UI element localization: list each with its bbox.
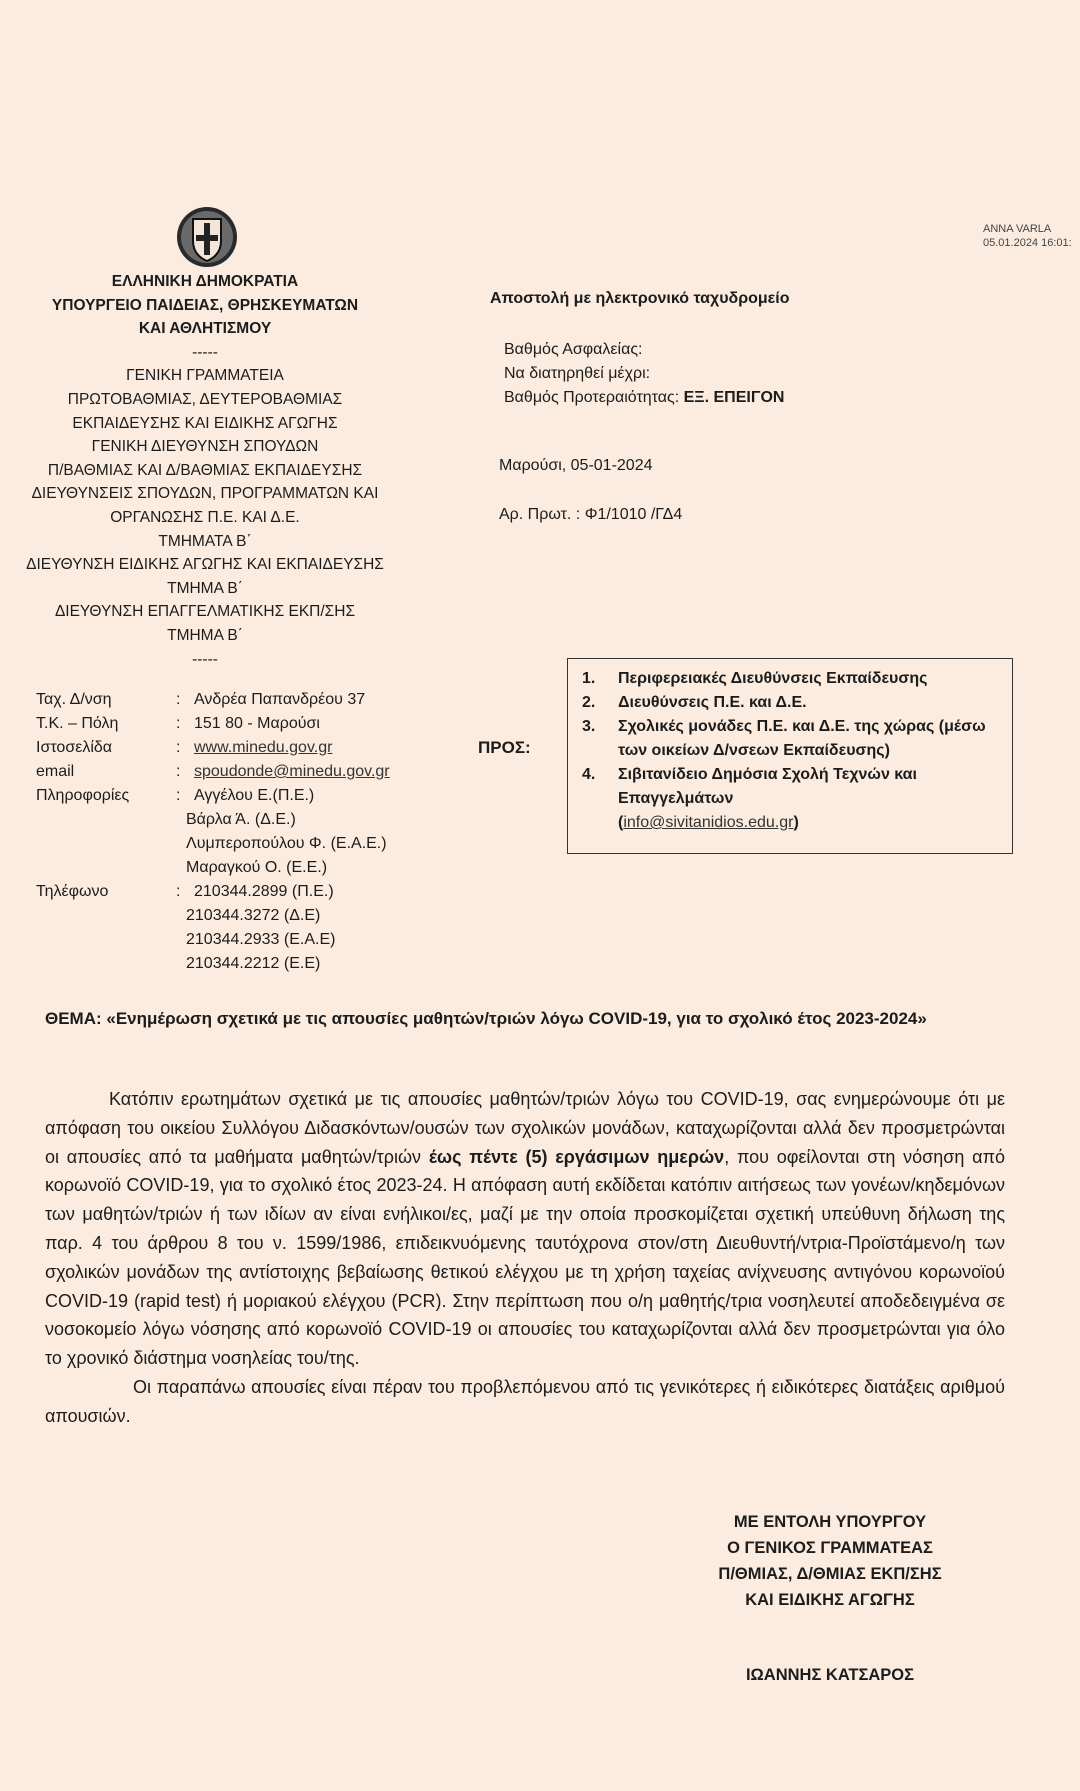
issuer-line: ΟΡΓΑΝΩΣΗΣ Π.Ε. ΚΑΙ Δ.Ε.	[110, 508, 300, 526]
body-text: Κατόπιν ερωτημάτων σχετικά με τις απουσίες μαθητών/τριών λόγω του COVID-19, σας ενημερώνουμε ότι με απόφαση του οικείου Συλλόγου Διδασκόντων/ουσών των σχολικών μονάδων, καταχωρίζονται αλλά δεν προσμετρώνται οι απουσίες από τα μαθήματα μαθητών/τριών	[45, 1089, 1005, 1167]
contact-row-info	[36, 784, 390, 808]
signer-name: ΙΩΑΝΝΗΣ ΚΑΤΣΑΡΟΣ	[745, 1666, 915, 1684]
recipient-item	[582, 763, 1002, 835]
recipient-text: Σιβιτανίδειο Δημόσια Σχολή Τεχνών και Επαγγελμάτων	[618, 766, 917, 807]
closing-line: ΜΕ ΕΝΤΟΛΗ ΥΠΟΥΡΓΟΥ	[733, 1513, 927, 1531]
issuer-line: ΔΙΕΥΘΥΝΣΕΙΣ ΣΠΟΥΔΩΝ, ΠΡΟΓΡΑΜΜΑΤΩΝ ΚΑΙ	[31, 485, 379, 503]
body-text: , που οφείλονται στη νόσηση από κορωνοϊό COVID-19, για το σχολικό έτος 2023-24. Η απόφαση αυτή εκδίδεται κατόπιν αιτήσεως των γονέων/κηδεμόνων των μαθητών/τριών ή των ιδίων αν είναι ενήλικοι/ες, μαζί με την οποία προσκομίζεται σχετική υπεύθυνη δήλωση της παρ. 4 του άρθρου 8 του ν. 1599/1986, επιδεικνυόμενης ταυτόχρονα στον/στη Διευθυντή/ντρια-Προϊστάμενο/η των σχολικών μονάδων της αντίστοιχης βεβαίωσης θετικού ελέγχου με τη χρήση ταχείας ανίχνευσης αντιγόνου κορωνοϊού COVID-19 (rapid test) ή μοριακού ελέγχου (PCR). Στην περίπτωση που ο/η μαθητής/τρια νοσηλευτεί αποδεδειγμένα σε νοσοκομείο λόγω νόσησης από κορωνοϊό COVID-19 οι απουσίες του καταχωρίζονται αλλά δεν προσμετρώνται για όλο το χρονικό διάστημα νοσηλείας του/της.	[45, 1146, 1006, 1369]
letter-body	[45, 1085, 1005, 1431]
phone-value: 210344.2933 (Ε.Α.Ε)	[186, 931, 336, 948]
phone-value: 210344.3272 (Δ.Ε)	[186, 907, 321, 924]
priority-line	[504, 386, 784, 410]
recipient-text: Περιφερειακές Διευθύνσεις Εκπαίδευσης	[618, 670, 928, 687]
open-paren: (	[618, 814, 624, 831]
issuer-line: -----	[192, 343, 218, 361]
city-value: 151 80 - Μαρούσι	[194, 715, 320, 732]
contact-row-email	[36, 760, 390, 784]
closing-line: Π/ΘΜΙΑΣ, Δ/ΘΜΙΑΣ ΕΚΠ/ΣΗΣ	[718, 1565, 942, 1583]
issuer-block	[0, 270, 410, 671]
issuer-line: Π/ΒΑΘΜΙΑΣ ΚΑΙ Δ/ΒΑΘΜΙΑΣ ΕΚΠΑΙΔΕΥΣΗΣ	[47, 461, 363, 479]
colon: :	[176, 739, 181, 756]
recipient-item	[582, 667, 1002, 691]
issuer-line: ΔΙΕΥΘΥΝΣΗ ΕΠΑΓΓΕΛΜΑΤΙΚΗΣ ΕΚΠ/ΣΗΣ	[54, 603, 356, 621]
keep-until-label: Να διατηρηθεί μέχρι:	[504, 365, 651, 382]
info-value: Μαραγκού Ο. (Ε.Ε.)	[186, 859, 328, 876]
issuer-line: ΚΑΙ ΑΘΛΗΤΙΣΜΟΥ	[138, 320, 272, 338]
coat-of-arms-icon	[175, 205, 239, 269]
recipient-text: Σχολικές μονάδες Π.Ε. και Δ.Ε. της χώρας (μέσω των οικείων Δ/νσεων Εκπαίδευσης)	[618, 718, 986, 759]
document-date: Μαρούσι, 05-01-2024	[499, 457, 653, 474]
info-value: Αγγέλου Ε.(Π.Ε.)	[194, 787, 315, 804]
website-label: Ιστοσελίδα	[36, 739, 113, 756]
recipient-item	[582, 691, 1002, 715]
colon: :	[176, 787, 181, 804]
recipient-number: 3.	[582, 718, 596, 735]
security-level-label: Βαθμός Ασφαλείας:	[504, 341, 643, 358]
info-label: Πληροφορίες	[36, 787, 130, 804]
digital-signature	[983, 222, 1072, 250]
email-link[interactable]: spoudonde@minedu.gov.gr	[194, 763, 390, 780]
issuer-line: ΕΛΛΗΝΙΚΗ ΔΗΜΟΚΡΑΤΙΑ	[111, 273, 299, 290]
security-block	[504, 338, 784, 410]
closing-block	[640, 1509, 1020, 1613]
issuer-line: ΓΕΝΙΚΗ ΓΡΑΜΜΑΤΕΙΑ	[126, 367, 284, 385]
recipient-item	[582, 715, 1002, 763]
contact-details	[36, 688, 390, 976]
issuer-line: ΕΚΠΑΙΔΕΥΣΗΣ ΚΑΙ ΕΙΔΙΚΗΣ ΑΓΩΓΗΣ	[72, 414, 338, 432]
issuer-line: ΓΕΝΙΚΗ ΔΙΕΥΘΥΝΣΗ ΣΠΟΥΔΩΝ	[91, 438, 319, 456]
recipient-number: 2.	[582, 694, 596, 711]
contact-row-city	[36, 712, 390, 736]
phone-label: Τηλέφωνο	[36, 883, 109, 900]
colon: :	[176, 883, 181, 900]
colon: :	[176, 691, 181, 708]
subject-text: : «Ενημέρωση σχετικά με τις απουσίες μαθητών/τριών λόγω COVID-19, για το σχολικό έτος 2023-2024»	[96, 1009, 927, 1028]
phone-value: 210344.2899 (Π.Ε.)	[194, 883, 334, 900]
phone-value: 210344.2212 (Ε.Ε)	[186, 955, 321, 972]
body-emphasis: έως πέντε (5) εργάσιμων ημερών	[428, 1146, 725, 1167]
issuer-line: ΥΠΟΥΡΓΕΙΟ ΠΑΙΔΕΙΑΣ, ΘΡΗΣΚΕΥΜΑΤΩΝ	[51, 296, 359, 314]
recipients-box	[567, 658, 1013, 854]
recipient-email-link[interactable]: info@sivitanidios.edu.gr	[623, 814, 794, 831]
email-label: email	[36, 763, 75, 780]
recipient-text-block	[618, 763, 1002, 835]
closing-line: Ο ΓΕΝΙΚΟΣ ΓΡΑΜΜΑΤΕΑΣ	[727, 1539, 933, 1557]
issuer-line: -----	[192, 650, 218, 668]
send-method: Αποστολή με ηλεκτρονικό ταχυδρομείο	[490, 290, 790, 307]
issuer-line: ΤΜΗΜΑ Β΄	[167, 626, 243, 644]
close-paren: )	[793, 814, 799, 831]
recipient-number: 4.	[582, 766, 596, 783]
issuer-line: ΠΡΩΤΟΒΑΘΜΙΑΣ, ΔΕΥΤΕΡΟΒΑΘΜΙΑΣ	[67, 390, 343, 408]
contact-row-phone	[36, 880, 390, 904]
priority-value: ΕΞ. ΕΠΕΙΓΟΝ	[683, 389, 785, 406]
signature-name: ANNA VARLA	[983, 223, 1052, 235]
body-paragraph: Οι παραπάνω απουσίες είναι πέραν του προβλεπόμενου από τις γενικότερες ή ειδικότερες διατάξεις αριθμού απουσιών.	[45, 1376, 1005, 1426]
contact-row-website	[36, 736, 390, 760]
body-paragraph	[45, 1085, 1005, 1373]
signature-datetime: 05.01.2024 16:01:	[983, 237, 1072, 249]
subject-label: ΘΕΜΑ	[45, 1009, 96, 1028]
recipient-number: 1.	[582, 670, 596, 687]
colon: :	[176, 715, 181, 732]
info-value: Βάρλα Ά. (Δ.Ε.)	[186, 811, 296, 828]
closing-line: ΚΑΙ ΕΙΔΙΚΗΣ ΑΓΩΓΗΣ	[745, 1591, 915, 1609]
address-label: Ταχ. Δ/νση	[36, 691, 112, 708]
issuer-line: ΤΜΗΜΑΤΑ Β΄	[158, 532, 252, 550]
address-value: Ανδρέα Παπανδρέου 37	[194, 691, 366, 708]
protocol-number: Αρ. Πρωτ. : Φ1/1010 /ΓΔ4	[499, 506, 683, 523]
issuer-line: ΔΙΕΥΘΥΝΣΗ ΕΙΔΙΚΗΣ ΑΓΩΓΗΣ ΚΑΙ ΕΚΠΑΙΔΕΥΣΗΣ	[26, 556, 384, 574]
priority-label: Βαθμός Προτεραιότητας:	[504, 389, 680, 406]
subject-line	[45, 1006, 1005, 1032]
website-link[interactable]: www.minedu.gov.gr	[194, 739, 333, 756]
city-label: Τ.Κ. – Πόλη	[36, 715, 119, 732]
recipients-label: ΠΡΟΣ:	[478, 738, 531, 757]
colon: :	[176, 763, 181, 780]
recipient-text: Διευθύνσεις Π.Ε. και Δ.Ε.	[618, 694, 807, 711]
contact-row-address	[36, 688, 390, 712]
info-value: Λυμπεροπούλου Φ. (Ε.Α.Ε.)	[186, 835, 387, 852]
issuer-line: ΤΜΗΜΑ Β΄	[167, 579, 243, 597]
